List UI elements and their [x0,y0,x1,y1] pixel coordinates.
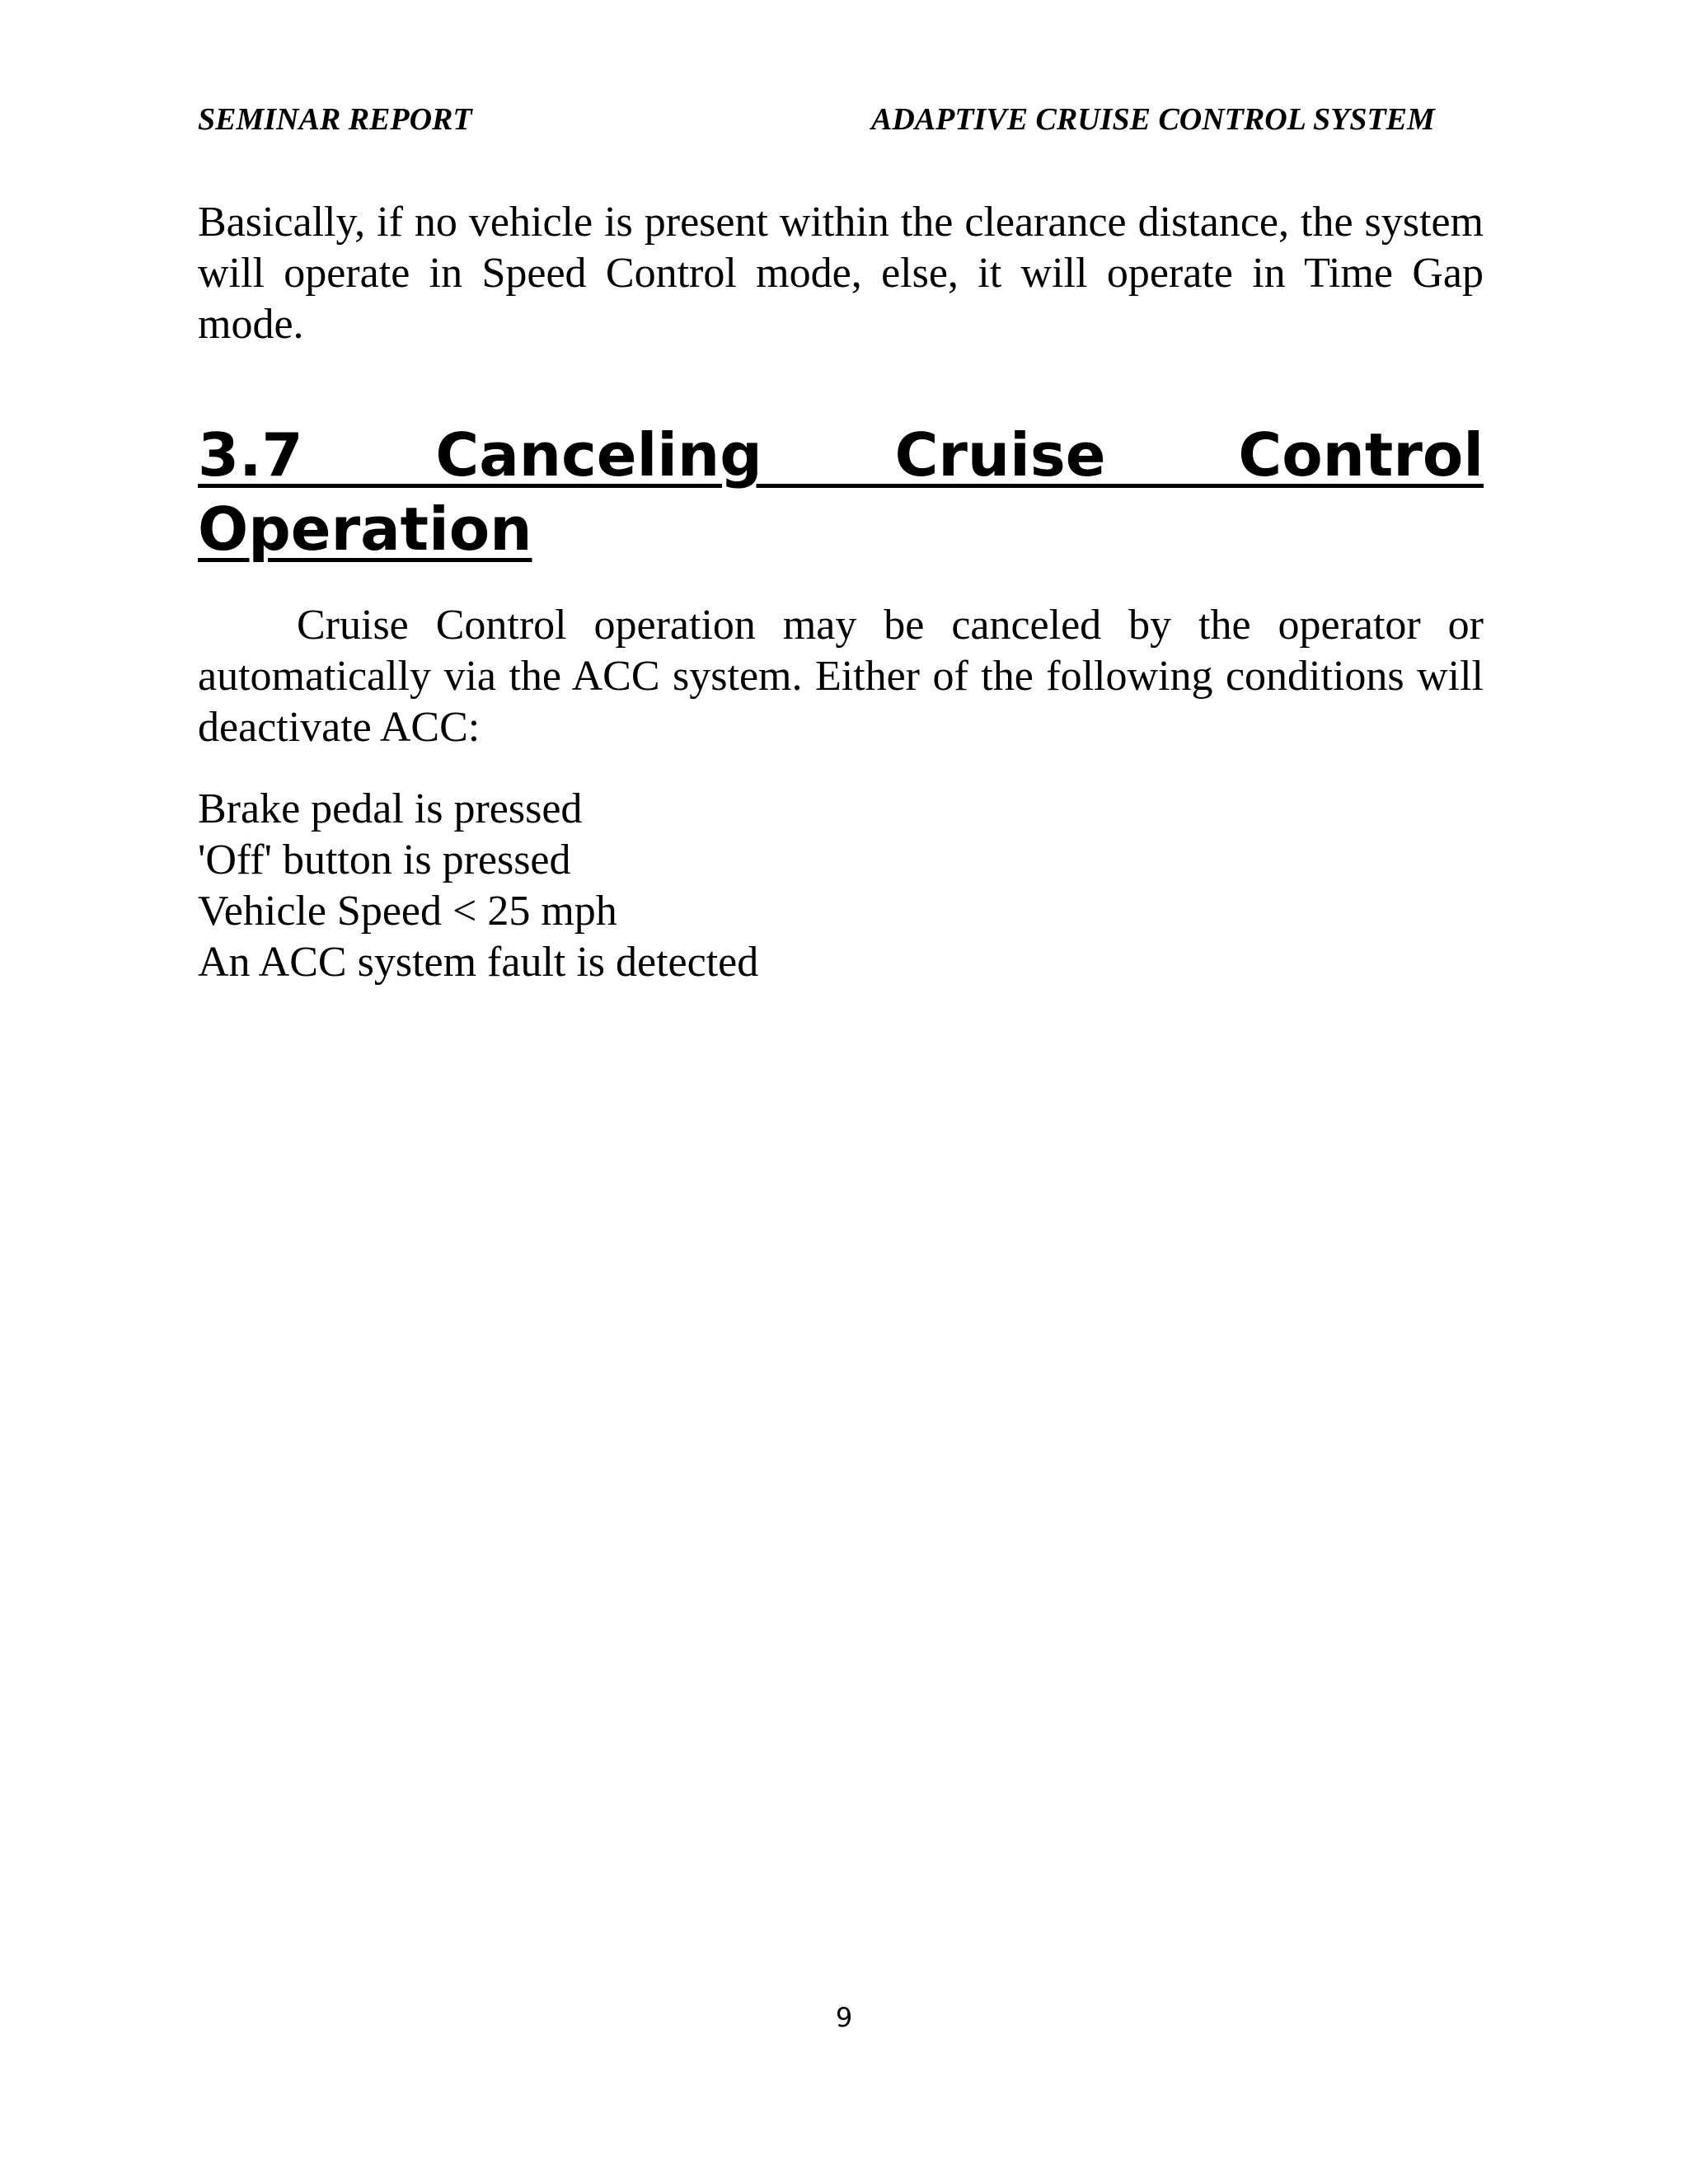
header-document-title: ADAPTIVE CRUISE CONTROL SYSTEM [871,102,1435,137]
section-paragraph: Cruise Control operation may be canceled by the operator or automatically via the ACC system. Either of the following conditions will deactivate ACC: [198,602,1484,751]
list-item: 'Off' button is pressed [198,837,571,883]
running-header [198,99,1484,140]
intro-paragraph: Basically, if no vehicle is present within the clearance distance, the system will operate in Speed Control mode, else, it will operate in Time Gap mode. [198,199,1484,348]
deactivation-conditions-list [198,784,758,988]
page-number: 9 [835,2002,853,2033]
list-item: An ACC system fault is detected [198,939,759,986]
list-item: Vehicle Speed < 25 mph [198,888,617,935]
section-heading: 3.7 Canceling Cruise Control Operation [198,420,1484,564]
header-report-label: SEMINAR REPORT [198,102,472,137]
list-item: Brake pedal is pressed [198,785,583,832]
